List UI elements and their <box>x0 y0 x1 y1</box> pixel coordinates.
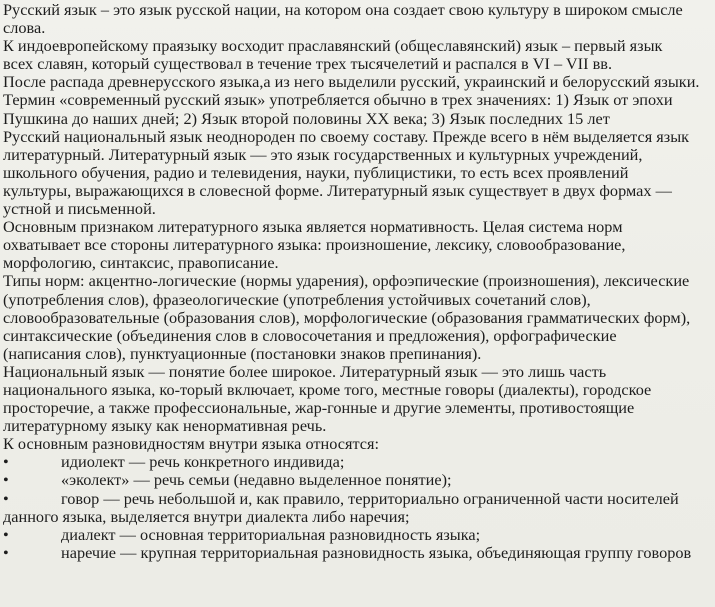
list-item <box>3 490 715 508</box>
list-item-text: говор — речь небольшой и, как правило, территориально ограниченной части носителей <box>61 488 679 508</box>
list-item <box>3 544 715 562</box>
text-line: Русский язык – это язык русской нации, на котором она создает свою культуру в широком смысле <box>3 0 683 19</box>
text-line: литературный. Литературный язык — это язык государственных и культурных учреждений, <box>3 144 643 164</box>
bullet-marker: • <box>3 542 9 562</box>
text-line: Термин «современный русский язык» употребляется обычно в трех значениях: 1) Язык от эпохи <box>3 90 673 110</box>
text-line: словообразовательные (образования слов), морфологические (образования грамматических форм), <box>3 307 691 327</box>
list-item-text: наречие — крупная территориальная разновидность языка, объединяющая группу говоров <box>61 542 692 562</box>
text-line: слова. <box>3 18 46 38</box>
bullet-marker: • <box>3 470 9 490</box>
list-item-text: идиолект — речь конкретного индивида; <box>61 452 345 472</box>
list-item-text: диалект — основная территориальная разновидность языка; <box>61 524 481 544</box>
text-line: После распада древнерусского языка,а из него выделили русский, украинский и белорусский языки. <box>3 72 700 92</box>
text-line: литературному языку как ненормативная речь. <box>3 416 327 436</box>
list-item-text: «эколект» — речь семьи (недавно выделенное понятие); <box>61 470 452 490</box>
text-line: устной и письменной. <box>3 199 156 219</box>
text-line: Пушкина до наших дней; 2) Язык второй половины XX века; 3) Язык последних 15 лет <box>3 108 610 128</box>
text-line: национального языка, ко-торый включает, кроме того, местные говоры (диалекты), городское <box>3 379 652 399</box>
text-line: просторечие, а также профессиональные, жар-гонные и другие элементы, противостоящие <box>3 398 635 418</box>
bullet-marker: • <box>3 488 9 508</box>
text-line: К основным разновидностям внутри языка относятся: <box>3 434 380 454</box>
list-item <box>3 471 715 489</box>
text-line: синтаксические (объединения слов в словосочетания и предложения), орфографические <box>3 325 617 345</box>
text-line: культуры, выражающихся в словесной форме. Литературный язык существует в двух формах — <box>3 180 672 200</box>
text-line: охватывает все стороны литературного языка: произношение, лексику, словообразование, <box>3 235 626 255</box>
text-line: (написания слов), пунктуационные (постановки знаков препинания). <box>3 343 482 363</box>
text-line: Национальный язык — понятие более широкое. Литературный язык — это лишь часть <box>3 361 607 381</box>
text-line: всех славян, который существовал в течение трех тысячелетий и распался в VI – VII вв. <box>3 54 613 74</box>
text-line: школьного обучения, радио и телевидения, науки, публицистики, то есть всех проявлений <box>3 162 629 182</box>
text-line: Основным признаком литературного языка является нормативность. Целая система норм <box>3 217 623 237</box>
text-line: К индоевропейскому праязыку восходит праславянский (общеславянский) язык – первый язык <box>3 36 663 56</box>
text-line: данного языка, выделяется внутри диалекта либо наречия; <box>3 506 410 526</box>
list-item <box>3 453 715 471</box>
text-line: (употребления слов), фразеологические (употребления устойчивых сочетаний слов), <box>3 289 591 309</box>
text-line: морфологию, синтаксис, правописание. <box>3 253 279 273</box>
document-text <box>3 1 715 562</box>
list-item <box>3 526 715 544</box>
bullet-marker: • <box>3 524 9 544</box>
text-line: Типы норм: акцентно-логические (нормы ударения), орфоэпические (произношения), лексические <box>3 271 690 291</box>
bullet-marker: • <box>3 452 9 472</box>
text-line: Русский национальный язык неоднороден по своему составу. Прежде всего в нём выделяется язык <box>3 126 690 146</box>
